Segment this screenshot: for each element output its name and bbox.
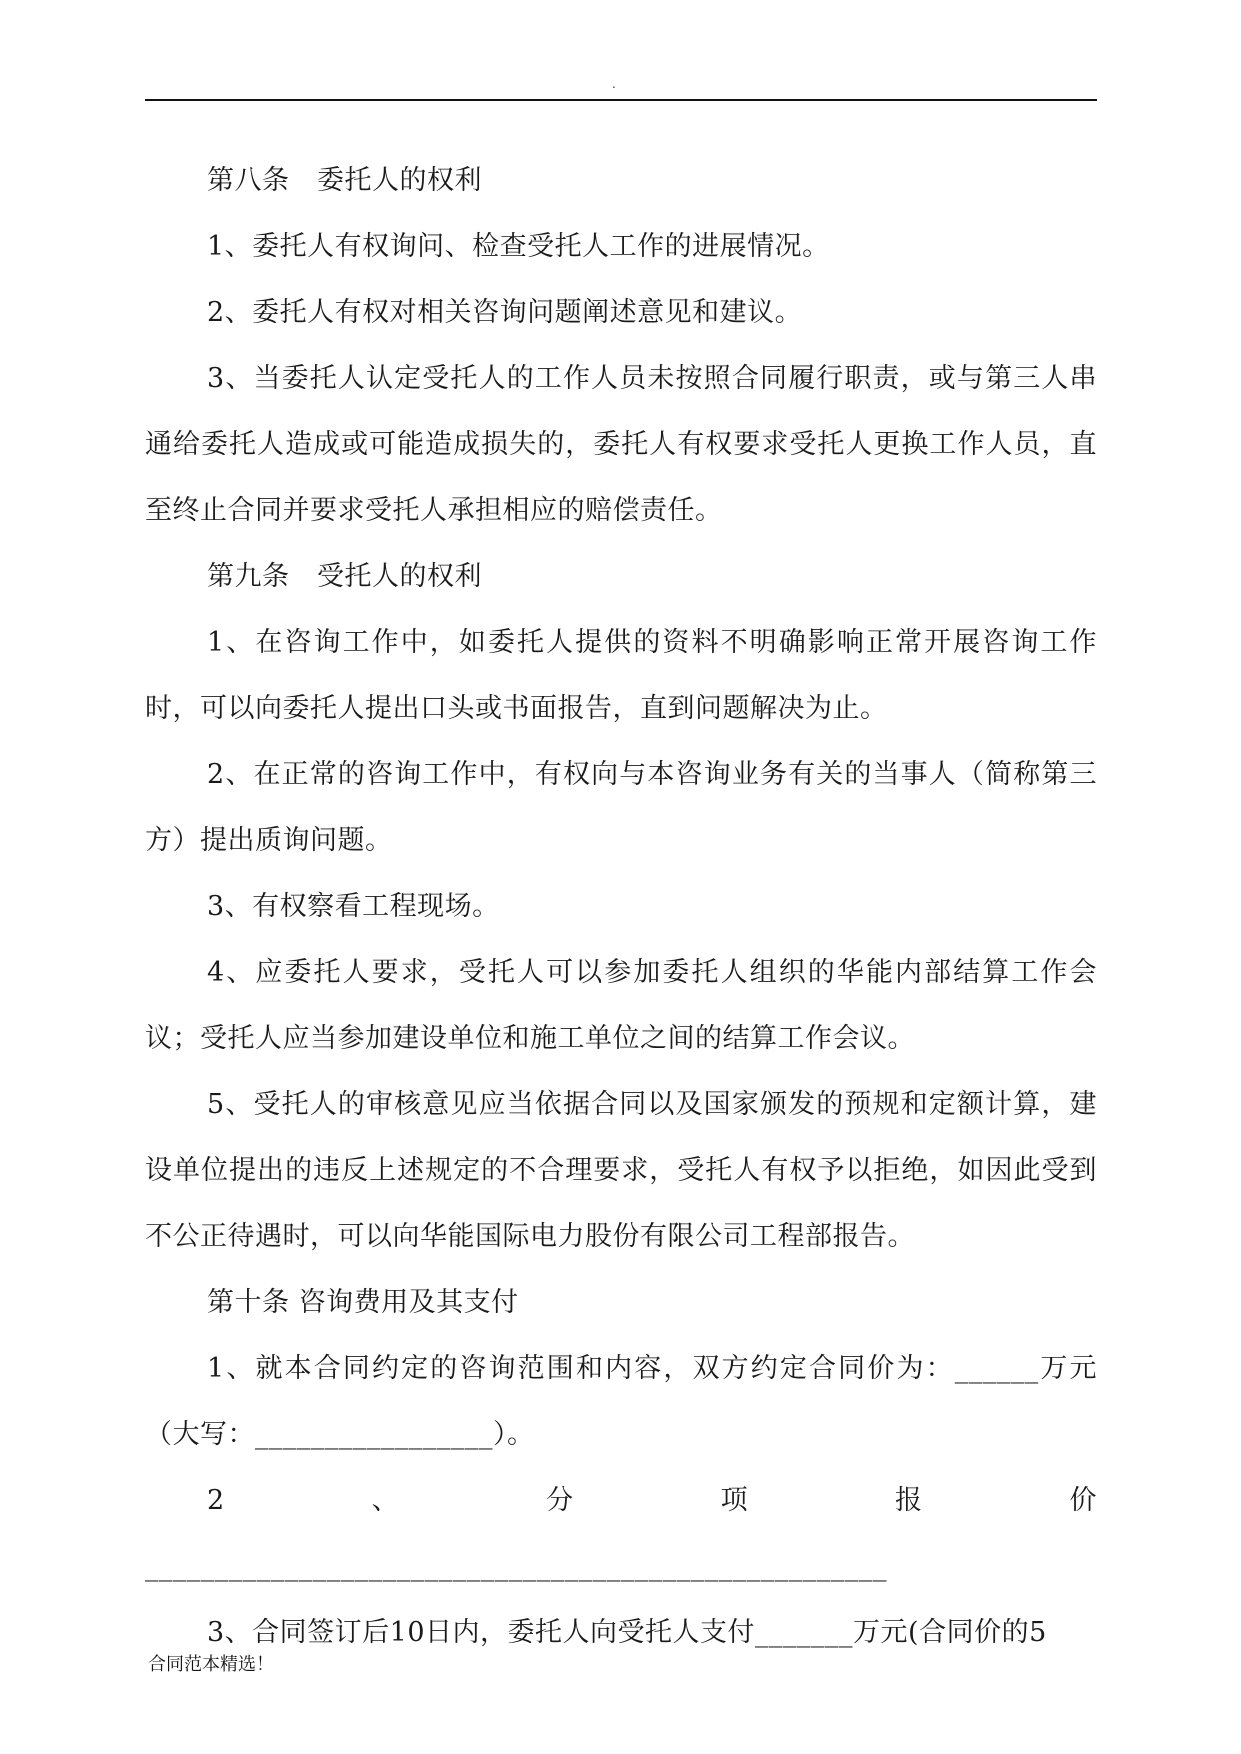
article-9-item-1: 1、在咨询工作中，如委托人提供的资料不明确影响正常开展咨询工作时，可以向委托人提出口头或书面报告，直到问题解决为止。	[145, 627, 1097, 724]
article-10-item-2: 2、分项报价_____________________________________________________	[145, 1485, 1097, 1582]
article-10-item-3: 3、合同签订后10日内，委托人向受托人支付_______万元(合同价的5	[207, 1617, 1047, 1648]
page-footer: 合同范本精选！	[148, 1654, 274, 1675]
article-8-item-1: 1、委托人有权询问、检查受托人工作的进展情况。	[207, 231, 830, 262]
article-8-item-2: 2、委托人有权对相关咨询问题阐述意见和建议。	[207, 297, 803, 328]
article-9-heading: 第九条 受托人的权利	[207, 561, 482, 592]
header-rule	[145, 99, 1097, 101]
document-body	[145, 148, 1097, 1666]
article-8-heading: 第八条 委托人的权利	[207, 165, 482, 196]
article-9-item-4: 4、应委托人要求，受托人可以参加委托人组织的华能内部结算工作会议；受托人应当参加建设单位和施工单位之间的结算工作会议。	[145, 957, 1097, 1054]
header-mark: .	[612, 77, 616, 91]
article-9-item-3: 3、有权察看工程现场。	[207, 891, 500, 922]
article-9-item-5: 5、受托人的审核意见应当依据合同以及国家颁发的预规和定额计算，建设单位提出的违反上述规定的不合理要求，受托人有权予以拒绝，如因此受到不公正待遇时，可以向华能国际电力股份有限公司工程部报告。	[145, 1089, 1097, 1252]
article-10-item-1: 1、就本合同约定的咨询范围和内容，双方约定合同价为：______万元（大写：_________________）。	[145, 1353, 1097, 1450]
article-8-item-3: 3、当委托人认定受托人的工作人员未按照合同履行职责，或与第三人串通给委托人造成或可能造成损失的，委托人有权要求受托人更换工作人员，直至终止合同并要求受托人承担相应的赔偿责任。	[145, 363, 1097, 526]
article-9-item-2: 2、在正常的咨询工作中，有权向与本咨询业务有关的当事人（简称第三方）提出质询问题。	[145, 759, 1097, 856]
article-10-heading: 第十条 咨询费用及其支付	[207, 1287, 519, 1318]
